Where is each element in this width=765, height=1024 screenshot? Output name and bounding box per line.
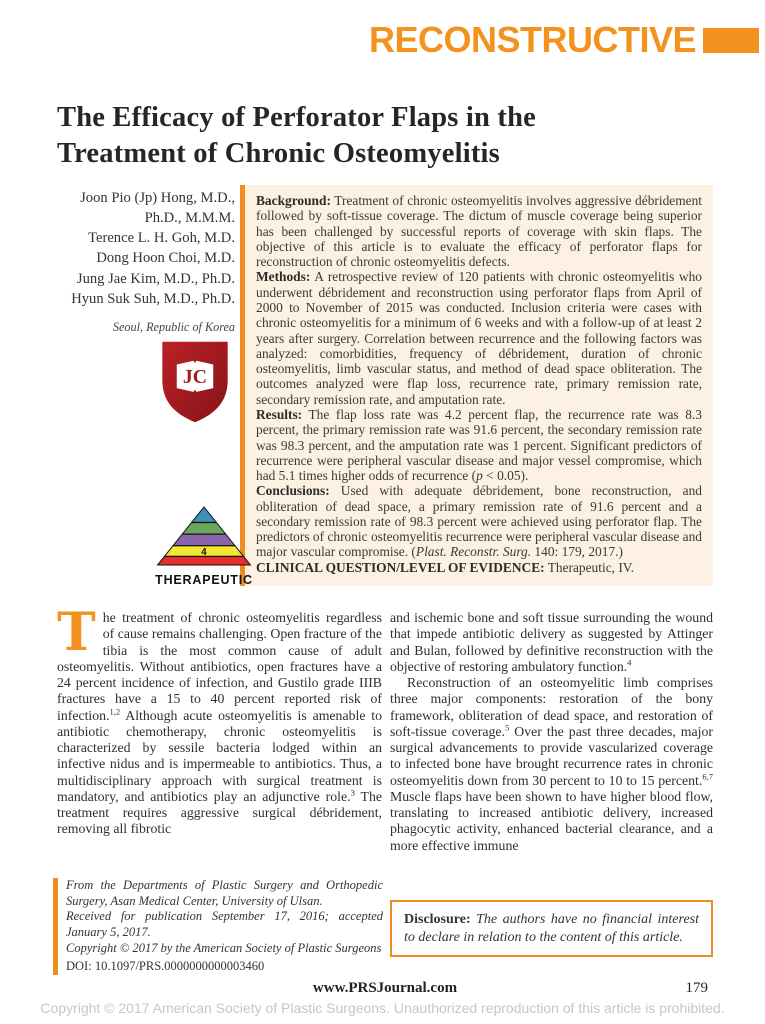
abstract-results	[256, 407, 702, 483]
jc-monogram: JC	[182, 365, 208, 388]
body-right-text: Over the past three decades, major surgical advancements to provide vascularized coverage to infected bone have brought recurrence rates in chronic osteomyelitis down from 30 percent to 10 to 15 percent.	[390, 723, 713, 788]
body-right-text: and ischemic bone and soft tissue surrounding the wound that impede antibiotic delivery as suggested by Attinger and Bulan, followed by definitive reconstruction with the objective of restoring ambulatory function.	[390, 610, 713, 674]
section-banner	[0, 19, 759, 60]
abstract-results-tail: < 0.05).	[482, 468, 529, 484]
body-right-paragraph-2	[390, 675, 713, 854]
reference-superscript: 4	[627, 657, 632, 668]
doi: DOI: 10.1097/PRS.0000000000003460	[66, 959, 265, 974]
clinical-question-text: Therapeutic, IV.	[544, 559, 635, 575]
abstract-methods-text: A retrospective review of 120 patients with chronic osteomyelitis who underwent débridement and reconstruction using perforator flaps from April of 2000 to November of 2015 was conducted. Inclusion criteria were cases with chronic osteomyelitis for a minimum of 6 weeks and with a follow-up of at least 2 years after surgery. Correlation between recurrence and the following factors was analyzed: comorbidities, frequency of débridement, duration of chronic osteomyelitis, limb vascular status, and method of dead space obliteration. The outcomes analyzed were flap loss, recurrence rate, primary remission rate, secondary remission rate, and amputation rate.	[256, 269, 702, 407]
reference-superscript: 6,7	[702, 771, 713, 782]
banner-block	[703, 28, 759, 53]
evidence-pyramid	[144, 506, 264, 587]
abstract-results-label: Results:	[256, 406, 303, 422]
copyright-notice: Copyright © 2017 American Society of Plastic Surgeons. Unauthorized reproduction of this article is prohibited.	[40, 1000, 725, 1016]
body-left-text: he treatment of chronic osteomyelitis regardless of cause remains challenging. Open fracture of the tibia is the most common cause of adult osteomyelitis. Without antibiotics, open fractures have a 24 percent incidence of infection, and Gustilo grade IIIB fractures have a 15 to 40 percent reported risk of infection.	[57, 610, 382, 723]
author-block	[40, 188, 235, 336]
footnote-block	[53, 878, 383, 975]
disclosure-text: The authors have no financial interest to declare in relation to the content of this article.	[404, 912, 699, 945]
abstract-box	[240, 185, 713, 586]
author-line: Dong Hoon Choi, M.D.	[96, 250, 235, 267]
abstract-methods-label: Methods:	[256, 269, 311, 285]
clinical-question-label: CLINICAL QUESTION/LEVEL OF EVIDENCE:	[256, 559, 545, 575]
author-line: Hyun Suk Suh, M.D., Ph.D.	[71, 290, 235, 307]
section-label: RECONSTRUCTIVE	[368, 19, 696, 60]
page-number: 179	[685, 980, 708, 996]
journal-url: www.PRSJournal.com	[312, 980, 458, 996]
disclosure-box	[390, 900, 713, 957]
author-line: Jung Jae Kim, M.D., Ph.D.	[76, 270, 235, 287]
abstract-conclusions-text: Used with adequate débridement, bone reconstruction, and obliteration of dead space, a primary remission rate of 91.6 percent and a secondary remission rate of 98.3 percent were achieved using perforator flap. The predictors of chronic osteomyelitis recurrence were peripheral vascular disease and major vascular compromise. (	[256, 483, 702, 560]
author-line: Joon Pio (Jp) Hong, M.D.,	[80, 190, 235, 206]
pyramid-label: THERAPEUTIC	[155, 573, 253, 587]
jc-shield-logo	[157, 337, 233, 427]
reference-superscript: 3	[350, 787, 355, 798]
abstract-background-text: Treatment of chronic osteomyelitis involves aggressive débridement followed by soft-tissue coverage. The dictum of muscle coverage being superior has been challenged by successful reports of coverage with skin flaps. The objective of this article is to evaluate the efficacy of perforator flaps for reconstruction of chronic osteomyelitis defects.	[256, 193, 702, 270]
affiliation: Seoul, Republic of Korea	[112, 319, 235, 334]
body-column-right	[390, 610, 713, 854]
journal-citation: Plast. Reconstr. Surg.	[415, 544, 532, 560]
disclosure-label: Disclosure:	[404, 912, 471, 927]
reference-superscript: 5	[504, 722, 510, 733]
abstract-conclusions-label: Conclusions:	[256, 483, 330, 499]
clinical-question-line	[256, 560, 702, 575]
body-left-paragraph	[57, 602, 382, 838]
abstract-conclusions-tail: 140: 179, 2017.)	[531, 544, 623, 560]
footnote-received: Received for publication September 17, 2016; accepted January 5, 2017.	[66, 909, 383, 939]
footnote-affiliation: From the Departments of Plastic Surgery and Orthopedic Surgery, Asan Medical Center, University of Ulsan.	[66, 878, 383, 908]
footnote-copyright: Copyright © 2017 by the American Society of Plastic Surgeons	[66, 940, 382, 955]
author-line: Terence L. H. Goh, M.D.	[88, 230, 235, 247]
dropcap: T	[57, 602, 96, 663]
abstract-results-text: The flap loss rate was 4.2 percent flap, the recurrence rate was 8.3 percent, the primary remission rate was 91.6 percent, the secondary remission rate was 98.3 percent, and the amputation rate was 1 percent. Significant predictors of recurrence were peripheral vascular disease and major vessel compromise, which had 5.1 times higher odds of recurrence (	[256, 406, 702, 484]
abstract-conclusions	[256, 483, 702, 559]
body-left-text: Although acute osteomyelitis is amenable to antibiotic chemotherapy, chronic osteomyelitis is characterized by sessile bacteria lodged within an infective nidus and is impermeable to antibiotics. Thus, a multidisciplinary approach with surgical treatment is mandatory, and antibiotics play an adjunctive role.	[57, 707, 382, 804]
body-right-text: Muscle flaps have been shown to have higher blood flow, translating to increased antibiotic delivery, increased phagocytic activity, enhanced bacterial clearance, and a more effective immune	[390, 788, 713, 853]
body-column-left	[57, 602, 382, 838]
p-value-symbol: p	[476, 468, 483, 484]
abstract-background-label: Background:	[256, 193, 331, 208]
pyramid-icon	[155, 506, 253, 566]
author-line: Ph.D., M.M.M.	[144, 210, 235, 227]
body-left-text: The treatment requires aggressive surgical débridement, removing all fibrotic	[57, 788, 382, 837]
abstract-methods	[256, 269, 702, 407]
pyramid-level: 4	[201, 546, 207, 558]
reference-superscript: 1,2	[109, 706, 121, 716]
article-title: The Efficacy of Perforator Flaps in the Treatment of Chronic Osteomyelitis	[57, 102, 537, 170]
body-right-paragraph-1	[390, 610, 713, 675]
body-right-text: Reconstruction of an osteomyelitic limb comprises three major components: restoration of the bony framework, obliteration of dead space, and restoration of soft-tissue coverage.	[390, 675, 713, 739]
abstract-background	[256, 193, 702, 269]
